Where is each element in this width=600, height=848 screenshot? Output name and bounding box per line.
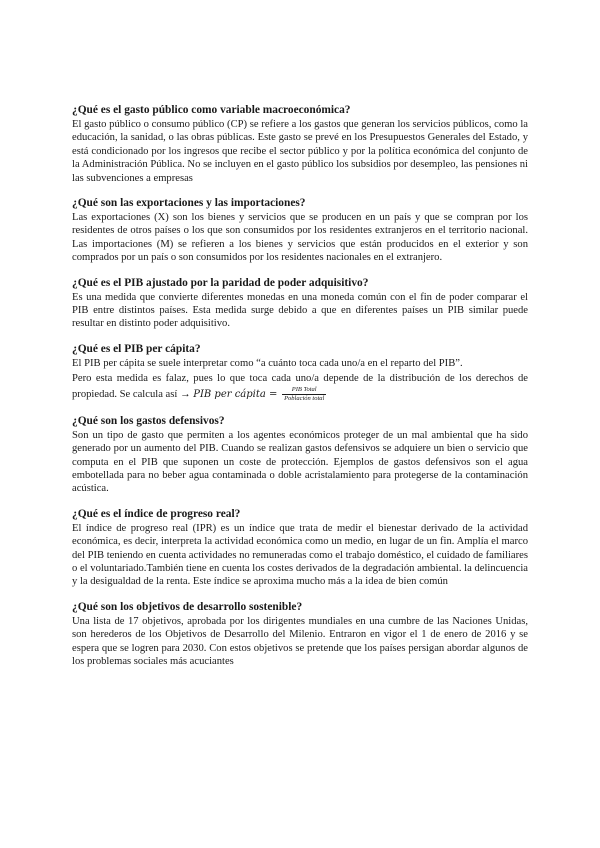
section-heading: ¿Qué son las exportaciones y las importaciones? [72, 197, 306, 210]
section-indice-progreso-real [72, 507, 528, 589]
section-paragraph: Una lista de 17 objetivos, aprobada por los dirigentes mundiales en una cumbre de las Naciones Unidas, son herederos de los Objetivos de Desarrollo del Milenio. Entraron en vigor el 1 de enero de 2016 y se espera que se logren para 2030. Con estos objetivos se pretende que los países persigan abordar algunos de los problemas sociales más acuciantes [72, 615, 528, 667]
section-gasto-publico [72, 103, 528, 185]
section-paragraph: El gasto público o consumo público (CP) se refiere a los gastos que generan los servicios públicos, como la educación, la sanidad, o las obras públicas. Este gasto se prevé en los Presupuestos Generales del Estado, y está condicionado por los ingresos que recibe el sector público y por la política económica del conjunto de la Administración Pública. No se incluyen en el gasto público los subsidios por desempleo, las pensiones ni las subvenciones a empresas [72, 119, 528, 184]
section-gastos-defensivos [72, 414, 528, 496]
formula-lhs: PIB per cápita = [193, 388, 278, 400]
section-paragraph: El PIB per cápita se suele interpretar como “a cuánto toca cada uno/a en el reparto del PIB”. [72, 357, 463, 369]
formula-denominator: Población total [284, 394, 325, 402]
section-pib-per-capita [72, 342, 528, 403]
formula-intro-text: Pero esta medida es falaz, pues lo que toca cada uno/a depende de la distribución de los derechos de propiedad. Se calcula así [72, 373, 528, 400]
document-content [72, 103, 528, 679]
section-pib-ppa [72, 276, 528, 331]
arrow-icon: → [179, 388, 191, 400]
section-heading: ¿Qué son los gastos defensivos? [72, 414, 225, 427]
section-heading: ¿Qué es el PIB per cápita? [72, 342, 201, 355]
section-paragraph: Las exportaciones (X) son los bienes y servicios que se producen en un país y que se compran por los residentes de otros países o los que son consumidos por los residentes extranjeros en el territorio nacional. Las importaciones (M) se refieren a los bienes y servicios que están producidos en el exterior y son comprados por un país o son consumidos por los residentes nacionales en el extranjero. [72, 212, 528, 264]
section-ods [72, 600, 528, 669]
formula-fraction [282, 386, 326, 403]
formula-numerator: PIB Total [282, 386, 326, 395]
section-heading: ¿Qué son los objetivos de desarrollo sostenible? [72, 600, 303, 613]
section-paragraph: Es una medida que convierte diferentes monedas en una moneda común con el fin de poder comparar el PIB entre distintos países. Esta medida surge debido a que en diferentes países un PIB similar puede resultar en distinto poder adquisitivo. [72, 291, 528, 330]
section-paragraph-formula [72, 372, 528, 402]
section-paragraph: El índice de progreso real (IPR) es un índice que trata de medir el bienestar derivado de la actividad económica, es decir, interpreta la actividad económica como un medio, en lugar de un fin. Amplía el marco del PIB teniendo en cuenta actividades no remuneradas como el trabajo doméstico, el cuidado de familiares o el voluntariado.También tiene en cuenta los costes derivados de la degradación ambiental. la delincuencia y la desigualdad de la renta. Este índice se aproxima mucho más a la idea de bien común [72, 522, 528, 588]
section-heading: ¿Qué es el índice de progreso real? [72, 507, 241, 520]
section-paragraph: Son un tipo de gasto que permiten a los agentes económicos proteger de un mal ambiental que ha sido generado por un aumento del PIB. Cuando se realizan gastos defensivos se adquiere un bien o servicio que computa en el PIB que suponen un coste de protección. Ejemplos de gastos defensivos son el agua embotellada para no beber agua contaminada o doble acristalamiento para protegerse de la contaminación acústica. [72, 429, 528, 495]
section-heading: ¿Qué es el gasto público como variable macroeconómica? [72, 104, 351, 116]
section-exportaciones [72, 196, 528, 265]
section-heading: ¿Qué es el PIB ajustado por la paridad de poder adquisitivo? [72, 276, 369, 289]
